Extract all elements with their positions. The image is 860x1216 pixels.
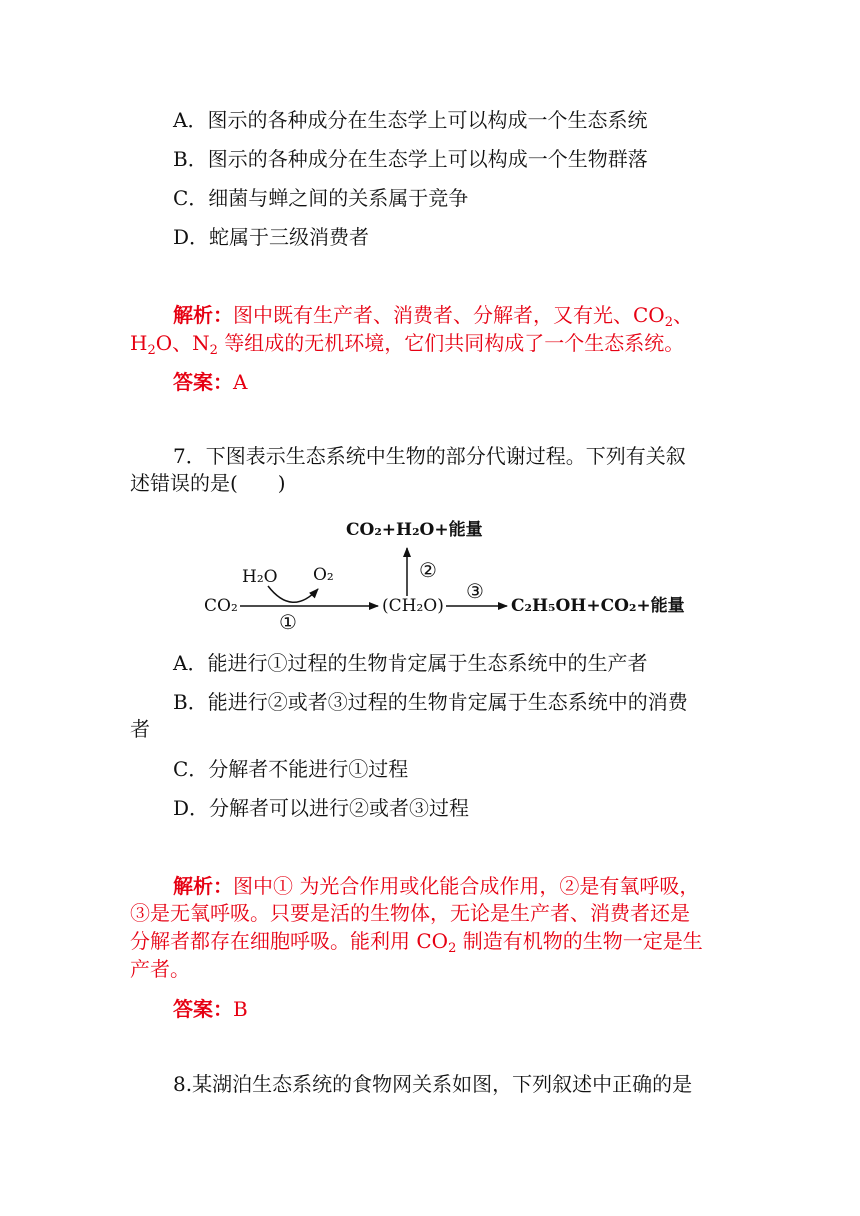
diagram-o2: O₂	[313, 565, 334, 585]
q7-option-d: D．分解者可以进行②或者③过程	[173, 796, 470, 820]
arrow-h2o-to-o2	[268, 586, 318, 602]
subscript: 2	[664, 315, 673, 330]
subscript: 2	[448, 941, 457, 956]
q7-analysis-text-3c: 制造有机物的生物一定是生	[456, 929, 703, 953]
diagram-co2: CO₂	[204, 596, 238, 616]
subscript: 2	[147, 343, 156, 358]
q7-answer	[173, 996, 373, 1022]
q7-analysis-label: 解析：	[173, 874, 233, 898]
q7-answer-label: 答案：	[173, 997, 233, 1021]
q7-stem-line-1: 7．下图表示生态系统中生物的部分代谢过程。下列有关叙	[173, 444, 686, 468]
q6-analysis-text-2a: H	[130, 331, 148, 355]
q8-stem: 8.某湖泊生态系统的食物网关系如图，下列叙述中正确的是	[173, 1072, 693, 1096]
q6-option-b: B．图示的各种成分在生态学上可以构成一个生物群落	[173, 147, 648, 171]
q6-analysis-text-2c: O、N	[155, 331, 210, 355]
q7-analysis-text-3a: 分解者都存在细胞呼吸。能利用 CO	[130, 929, 449, 953]
diagram-step2: ②	[419, 558, 437, 582]
q6-analysis-text-1a: 图中既有生产者、消费者、分解者，又有光、CO	[233, 303, 665, 327]
q6-analysis-label: 解析：	[173, 303, 233, 327]
q6-answer-value: A	[233, 370, 248, 394]
q6-analysis-text-1c: 、	[672, 303, 693, 327]
q6-analysis-text-2e: 等组成的无机环境，它们共同构成了一个生态系统。	[217, 331, 685, 355]
q6-answer-label: 答案：	[173, 370, 233, 394]
q6-option-d: D．蛇属于三级消费者	[173, 225, 370, 249]
q7-stem-line-2: 述错误的是( )	[130, 471, 286, 495]
diagram-ch2o: (CH₂O)	[382, 596, 444, 616]
q7-answer-value: B	[233, 997, 248, 1021]
diagram-top-product: CO₂+H₂O+能量	[346, 520, 483, 540]
q7-option-b-line-1: B．能进行②或者③过程的生物肯定属于生态系统中的消费	[173, 690, 688, 714]
q6-option-a: A．图示的各种成分在生态学上可以构成一个生态系统	[173, 108, 648, 132]
q7-option-a: A．能进行①过程的生物肯定属于生态系统中的生产者	[173, 651, 648, 675]
diagram-step3: ③	[466, 579, 484, 603]
subscript: 2	[209, 343, 218, 358]
q7-analysis-line-4: 产者。	[130, 957, 190, 981]
q6-option-c: C．细菌与蝉之间的关系属于竞争	[173, 186, 469, 210]
diagram-step1: ①	[279, 610, 297, 634]
q7-option-c: C．分解者不能进行①过程	[173, 757, 409, 781]
q7-option-b-line-2: 者	[130, 717, 150, 741]
diagram-right-product: C₂H₅OH+CO₂+能量	[511, 596, 685, 616]
q7-analysis-line-3	[130, 928, 740, 954]
diagram-h2o: H₂O	[242, 567, 278, 587]
q7-analysis-text-1: 图中① 为光合作用或化能合成作用，②是有氧呼吸，	[233, 874, 700, 898]
q7-analysis-line-2: ③是无氧呼吸。只要是活的生物体，无论是生产者、消费者还是	[130, 901, 690, 925]
q7-analysis-line-1	[173, 873, 731, 899]
